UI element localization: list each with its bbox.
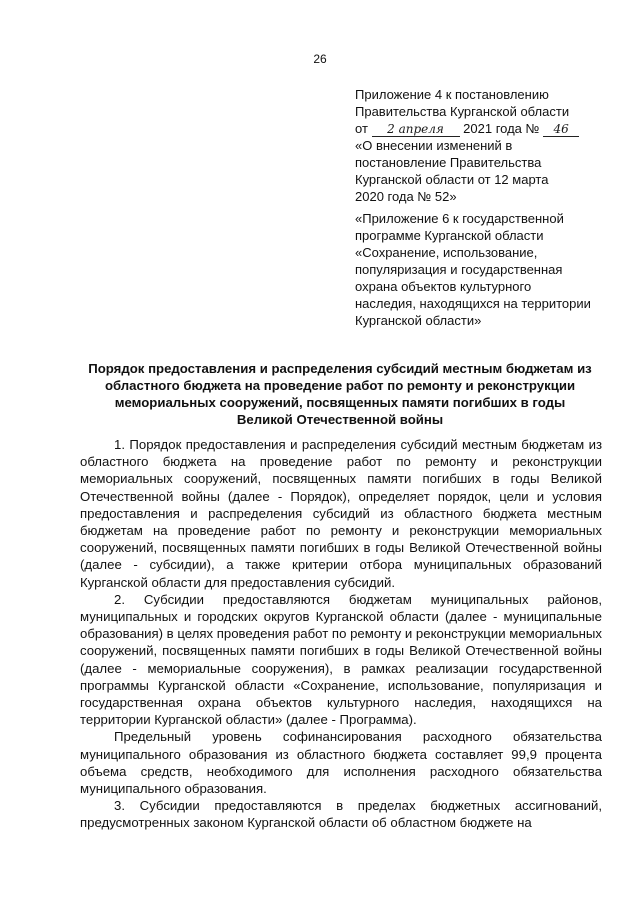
appendix-header-line-2: Правительства Курганской области: [355, 104, 570, 119]
document-body: [80, 436, 602, 832]
from-prefix: от: [355, 121, 368, 136]
appendix-header-line-6: Курганской области от 12 марта: [355, 172, 549, 187]
document-title: [72, 360, 608, 428]
appendix-header-line-5: постановление Правительства: [355, 155, 542, 170]
document-title-line: Великой Отечественной войны: [236, 412, 444, 427]
appendix-program-line: программе Курганской области: [355, 228, 544, 243]
appendix-program-line: наследия, находящихся на территории: [355, 296, 591, 311]
appendix-program: [355, 210, 610, 329]
document-title-line: Порядок предоставления и распределения субсидий местным бюджетам из: [88, 361, 592, 376]
year-text: 2021 года №: [463, 121, 540, 136]
page-number: 26: [313, 52, 327, 66]
document-title-line: областного бюджета на проведение работ по ремонту и реконструкции: [104, 378, 576, 393]
handwritten-date: 2 апреля: [372, 122, 460, 137]
document-title-line: мемориальных сооружений, посвященных памяти погибших в годы: [114, 395, 566, 410]
appendix-header-line-7: 2020 года № 52»: [355, 189, 457, 204]
appendix-program-line: «Приложение 6 к государственной: [355, 211, 564, 226]
appendix-header-line-1: Приложение 4 к постановлению: [355, 87, 549, 102]
handwritten-number: 46: [543, 122, 579, 137]
paragraph-3: Предельный уровень софинансирования расходного обязательства муниципального образования из областного бюджета составляет 99,9 процента объема средств, необходимого для исполнения расходного обязательства муниципального образования.: [80, 729, 602, 797]
paragraph-4: 3. Субсидии предоставляются в пределах бюджетных ассигнований, предусмотренных законом Курганской области об областном бюджете на: [80, 798, 602, 831]
appendix-header: [355, 86, 610, 205]
appendix-program-line: популяризация и государственная: [355, 262, 563, 277]
paragraph-1: 1. Порядок предоставления и распределения субсидий местным бюджетам из областного бюджета на проведение работ по ремонту и реконструкции мемориальных сооружений, посвященных памяти погибших в годы Великой Отечественной войны (далее - Порядок), определяет порядок, цели и условия предоставления и распределения субсидий из областного бюджета местным бюджетам на проведение работ по ремонту и реконструкции мемориальных сооружений, посвященных памяти погибших в годы Великой Отечественной войны (далее - субсидии), а также критерии отбора муниципальных образований Курганской области для предоставления субсидий.: [80, 437, 602, 590]
appendix-program-line: охрана объектов культурного: [355, 279, 532, 294]
appendix-header-line-4: «О внесении изменений в: [355, 138, 513, 153]
paragraph-2: 2. Субсидии предоставляются бюджетам муниципальных районов, муниципальных и городских округов Курганской области (далее - муниципальные образования) в целях проведения работ по ремонту и реконструкции мемориальных сооружений, посвященных памяти погибших в годы Великой Отечественной войны (далее - мемориальные сооружения), в рамках реализации государственной программы Курганской области «Сохранение, использование, популяризация и государственная охрана объектов культурного наследия, находящихся на территории Курганской области» (далее - Программа).: [80, 591, 602, 728]
appendix-program-line: «Сохранение, использование,: [355, 245, 538, 260]
appendix-program-line: Курганской области»: [355, 313, 482, 328]
appendix-header-date-line: [355, 120, 610, 137]
